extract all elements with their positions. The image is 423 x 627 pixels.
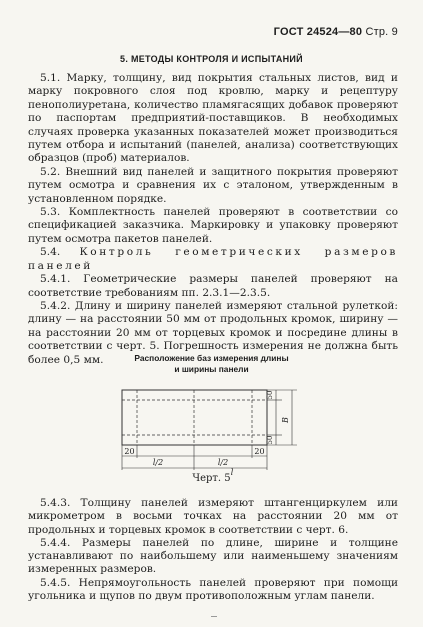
dim-20-left: 20 [124, 447, 135, 456]
dim-b: B [281, 417, 290, 423]
paragraph-5-3: 5.3. Комплектность панелей проверяют в соответствии со спецификацией заказчика. Маркировку и упаковку проверяют путем осмотра пакетов панелей. [28, 206, 398, 245]
bottom-mark [211, 616, 217, 617]
paragraph-5-4 [28, 246, 398, 273]
dim-50-bottom: 50 [266, 435, 274, 445]
section-title: 5. МЕТОДЫ КОНТРОЛЯ И ИСПЫТАНИЙ [120, 54, 303, 64]
dim-50-top: 50 [266, 390, 274, 400]
dim-l2-left: l/2 [152, 458, 164, 467]
paragraph-5-4-number: 5.4. [40, 246, 61, 259]
paragraph-5-4-5: 5.4.5. Непрямоугольность панелей проверяют при помощи угольника и щупов по двум противоположным углам панели. [28, 576, 398, 603]
paragraph-5-4-heading: Контроль геометрических размеров панелей [28, 246, 398, 272]
figure-caption [0, 353, 423, 374]
paragraph-5-4-4: 5.4.4. Размеры панелей по длине, ширине и толщине устанавливают по наибольшему или наименьшему значениям измеренных размеров. [28, 536, 398, 576]
paragraph-5-4-3: 5.4.3. Толщину панелей измеряют штангенциркулем или микрометром в восьми точках на расстоянии 20 мм от продольных и торцевых кромок в соответствии с черт. 6. [28, 497, 398, 536]
body-text-bottom [28, 497, 398, 603]
standard-number: ГОСТ 24524—80 [273, 26, 363, 38]
dim-l2-right: l/2 [217, 458, 229, 467]
page-number: Стр. 9 [365, 26, 398, 38]
paragraph-5-2: 5.2. Внешний вид панелей и защитного покрытия проверяют путем осмотра и сравнения их с эталоном, утвержденным в установленном порядке. [28, 165, 398, 205]
page-header [274, 26, 398, 38]
paragraph-5-4-2: 5.4.2. Длину и ширину панелей измеряют стальной рулеткой: длину — на расстоянии 50 мм от продольных кромок, ширину — на расстоянии 20 мм от торцевых кромок и посредине длины в соответствии с черт. 5. Погрешность измерения не должна быть более 0,5 мм. [28, 299, 398, 366]
figure-caption-line-2: и ширины панели [174, 363, 249, 374]
body-text-top [28, 72, 398, 367]
paragraph-5-1: 5.1. Марку, толщину, вид покрытия стальных листов, вид и марку покровного слоя под кровлю, марку и рецептуру пенополиуретана, количество пламягасящих добавок проверяют по паспортам предприятий-поставщиков. В необходимых случаях проверка указанных показателей может производиться путем отбора и испытаний (панелей, анализа) соответствующих образцов (проб) материалов. [28, 72, 398, 165]
paragraph-5-4-1: 5.4.1. Геометрические размеры панелей проверяют на соответствие требованиям пп. 2.3.1—2.3.5. [28, 273, 398, 299]
figure-caption-line-1: Расположение баз измерения длины [134, 353, 289, 363]
dim-l: l [230, 468, 234, 477]
dim-20-right: 20 [254, 447, 265, 456]
figure-label: Черт. 5 [192, 473, 231, 484]
panel-outline [122, 390, 267, 445]
measurement-diagram [112, 382, 312, 477]
